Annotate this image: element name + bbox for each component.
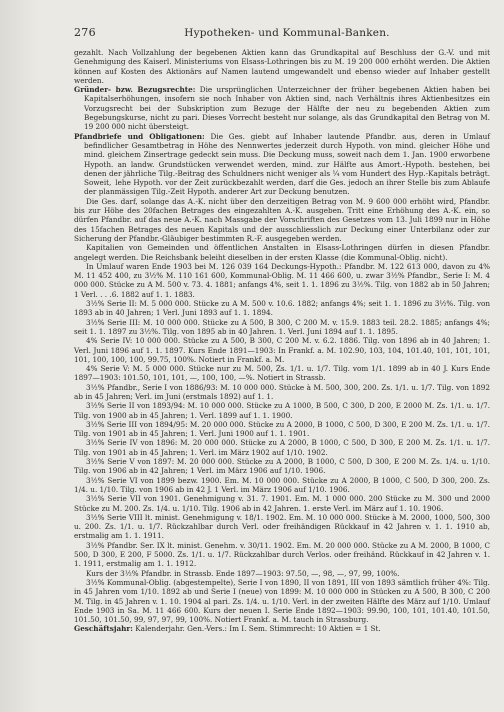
paragraph: 3½% Serie VIII lt. minist. Genehmigung v. 18/1. 1902. Em. M. 10 000 000. Stücke à M. 2000, 1000, 500, 300 u. 200. Zs. 1/1. u. 1/7. Rückzahlbar durch Verl. oder freihändigen Rückkauf in 42 Jahren v. 1. 1. 1910 ab, erstmalig am 1. 1. 1911. — [74, 512, 490, 541]
section-label: Gründer- bzw. Bezugsrechte: — [74, 85, 196, 95]
paragraph: In Umlauf waren Ende 1903 bei M. 126 039 164 Deckungs-Hypoth.: Pfandbr. M. 122 613 000, davon zu 4% M. 11 452 400, zu 3½% M. 110 161 600, Kommunal-Oblig. M. 11 466 600, u. zwar 3½% Pfandbr., Serie I: M. 4 000 000. Stücke zu A M. 500 v. 73. 4. 1881; anfangs 4%, seit 1. 1. 1896 zu 3½%. Tilg. von 1882 ab in 50 Jahren; 1 Verl. . . .6. 1882 auf 1. 1. 1883. — [74, 261, 490, 299]
paragraph: 3½% Serie IV von 1896: M. 20 000 000. Stücke zu A 2000, B 1000, C 500, D 300, E 200 M. Zs. 1/1. u. 1/7. Tilg. von 1901 ab in 45 Jahren; 1. Verl. im März 1902 auf 1/10. 1902. — [74, 438, 490, 457]
page-header — [74, 26, 490, 42]
running-title: Hypotheken- und Kommunal-Banken. — [184, 27, 390, 39]
paragraph: 3½% Serie VII von 1901. Genehmigung v. 31. 7. 1901. Em. M. 1 000 000. 200 Stücke zu M. 300 und 2000 Stücke zu M. 200. Zs. 1/4. u. 1/10. Tilg. 1906 ab in 42 Jahren. 1. erste Verl. im März auf 1. 10. 1906. — [74, 494, 490, 513]
page-number: 276 — [74, 26, 96, 39]
paragraph: gezahlt. Nach Vollzahlung der begebenen Aktien kann das Grundkapital auf Beschluss der G.-V. und mit Genehmigung des Kaiserl. Ministeriums von Elsass-Lothringen bis zu M. 19 200 000 erhöht werden. Die Aktien können auf Kosten des Aktionärs auf Namen lautend umgewandelt und ebenso wieder auf Inhaber gestellt werden. — [74, 48, 490, 85]
paragraph: 3½% Pfandbr. Ser. IX lt. minist. Genehm. v. 30/11. 1902. Em. M. 20 000 000. Stücke zu A M. 2000, B 1000, C 500, D 300, E 200, F 5000. Zs. 1/1. u. 1/7. Rückzahlbar durch Verlos. oder freihänd. Rückkauf in 42 Jahren v. 1. 1. 1911, erstmalig am 1. 1. 1912. — [74, 540, 490, 569]
paragraph: 4% Serie IV: 10 000 000. Stücke zu A 500, B 300, C 200 M. v. 6.2. 1886. Tilg. von 1896 ab in 40 Jahren; 1. Verl. Juni 1896 auf 1. 1. 1897. Kurs Ende 1891—1903: In Frankf. a. M. 102.90, 103, 104, 101.40, 101, 101, 101, 101, 100, 100, 100, 99.75, 100%. Notiert in Frankf. a. M. — [74, 336, 490, 364]
paragraph: 3½% Serie II: M. 5 000 000. Stücke zu A M. 500 v. 10.6. 1882; anfangs 4%; seit 1. 1. 1896 zu 3½%. Tilg. von 1893 ab in 40 Jahren; 1 Verl. Juni 1893 auf 1. 1. 1894. — [74, 299, 490, 318]
paragraph: 4% Serie V: M. 5 000 000. Stücke nur zu M. 500, Zs. 1/1. u. 1/7. Tilg. vom 1/1. 1899 ab in 40 J. Kurs Ende 1897—1903: 101.50, 101, 101, —, 100, 100, —%. Notiert in Strassb. — [74, 364, 490, 383]
section-label: Geschäftsjahr: — [74, 624, 133, 634]
paragraph-geschaeftsjahr: Geschäftsjahr: Kalenderjahr. Gen.-Vers.: Im I. Sem. Stimmrecht: 10 Aktien = 1 St. — [74, 624, 381, 634]
paragraph: 3½% Serie III: M. 10 000 000. Stücke zu A 500, B 300, C 200 M. v. 15.9. 1883 teil. 28.2. 1885; anfangs 4%; seit 1. 1. 1897 zu 3½%. Tilg. von 1895 ab in 40 Jahren. 1. Verl. Juni 1894 auf 1. 1. 1895. — [74, 317, 490, 336]
paragraph: Kurs der 3½% Pfandbr. in Strassb. Ende 1897—1903: 97.50, —, 98, —, 97, 99, 100%. — [86, 568, 400, 578]
paragraph-pfandbriefe: Pfandbriefe und Obligationen: Die Ges. giebt auf Inhaber lautende Pfandbr. aus, deren in Umlauf befindlicher Gesamtbetrag in Höhe des Nennwertes jederzeit durch Hypoth. von mind. gleicher Höhe und mind. gleichem Zinsertrage gedeckt sein muss. Die Deckung muss, soweit nach dem 1. Jan. 1900 erworbene Hypoth. an landw. Grundstücken verwendet werden, mind. zur Hälfte aus Amort.-Hypoth. bestehen, bei denen der jährliche Tilg.-Beitrag des Schuldners nicht weniger als ¼ vom Hundert des Hyp.-Kapitals beträgt. Soweit, lehe Hypoth. vor der Zeit zurückbezahlt werden, darf die Ges. jedoch an ihrer Stelle bis zum Ablaufe der planmässigen Tilg.-Zeit Hypoth. anderer Art zur Deckung benutzen. — [74, 131, 491, 197]
section-label: Pfandbriefe und Obligationen: — [74, 131, 205, 141]
paragraph-gruender: Gründer- bzw. Bezugsrechte: Die ursprünglichen Unterzeichner der früher begebenen Aktien haben bei Kapitalserhöhungen, insofern sie noch Inhaber von Aktien sind, nach Verhältnis ihres Aktienbesitzes ein Vorzugsrecht bei der Subskription zum Bezuge der Hälfte der neu zu begebenden Aktien zum Begebungskurse, nicht zu pari. Dieses Vorrecht besteht nur solange, als das Grundkapital den Betrag von M. 19 200 000 nicht übersteigt. — [74, 85, 490, 132]
paragraph: 3½% Kommunal-Oblig. (abgestempelte), Serie I von 1890, II von 1891, III von 1893 sämtlich früher 4%: Tilg. in 45 Jahren vom 1/10. 1892 ab und Serie I (neue) von 1899: M. 10 000 000 in Stücken zu A 500, B 300, C 200 M. Tilg. in 45 Jahren v. 1. 10. 1904 al pari. Zs. 1/4. u. 1/10. Verl. in der zweiten Hälfte des März auf 1/10. Umlauf Ende 1903 in Sa. M. 11 466 600. Kurs der neuen I. Serie Ende 1892—1903: 99.90, 100, 101, 101.40, 101.50, 101.50, 101.50, 99, 97, 97, 99, 100%. Notiert Frankf. a. M. tauch in Strassburg. — [74, 577, 490, 625]
paragraph: 3½% Serie V von 1897: M. 20 000 000. Stücke zu A 2000, B 1000, C 500, D 300, E 200 M. Zs. 1/4. u. 1/10. Tilg. von 1906 ab in 42 Jahren; 1 Verl. im März 1906 auf 1/10. 1906. — [74, 457, 490, 476]
paragraph: 3½% Serie II von 1893/94: M. 10 000 000. Stücke zu A 1000, B 500, C 300, D 200, E 2000 M. Zs. 1/1. u. 1/7. Tilg. von 1900 ab in 45 Jahren; 1. Verl. 1899 auf 1. 1. 1900. — [74, 401, 490, 420]
paragraph: 3½% Serie VI von 1899 bezw. 1900. Em. M. 10 000 000. Stücke zu A 2000, B 1000, C 500, D 300, 200. Zs. 1/4. u. 1/10. Tilg. von 1906 ab in 42 J. 1 Verl. im März 1906 auf 1/10. 1906. — [74, 475, 490, 494]
body-text — [74, 48, 490, 634]
paragraph: Die Ges. darf, solange das A.-K. nicht über den derzeitigen Betrag von M. 9 600 000 erhöht wird, Pfandbr. bis zur Höhe des 20fachen Betrages des eingezahlten A.-K. ausgeben. Tritt eine Erhöhung des A.-K. ein, so dürfen Pfandbr. auf das neue A.-K. nach Massgabe der Vorschriften des Gesetzes vom 13. Juli 1899 nur in Höhe des 15fachen Betrages des neuen Kapitals und der ausschliesslich zur Deckung einer Unterbilanz oder zur Sicherung der Pfandbr.-Gläubiger bestimmten R.-F. ausgegeben werden. — [74, 196, 490, 243]
paragraph: 3½% Serie III von 1894/95: M. 20 000 000. Stücke zu A 2000, B 1000, C 500, D 300, E 200 M. Zs. 1/1. u. 1/7. Tilg. von 1901 ab in 45 Jahren; 1. Verl. Juni 1900 auf 1. 1. 1901. — [74, 419, 490, 439]
paragraph: 3½% Pfandbr., Serie I von 1886/93: M. 10 000 000. Stücke à M. 500, 300, 200. Zs. 1/1. u. 1/7. Tilg. von 1892 ab in 45 Jahren; Verl. im Juni (erstmals 1892) auf 1. 1. — [74, 382, 490, 401]
paragraph: Kapitalien von Gemeinden und öffentlichen Anstalten in Elsass-Lothringen dürfen in diesen Pfandbr. angelegt werden. Die Reichsbank beleiht dieselben in der ersten Klasse (die Kommunal-Oblig. nicht). — [74, 243, 490, 262]
